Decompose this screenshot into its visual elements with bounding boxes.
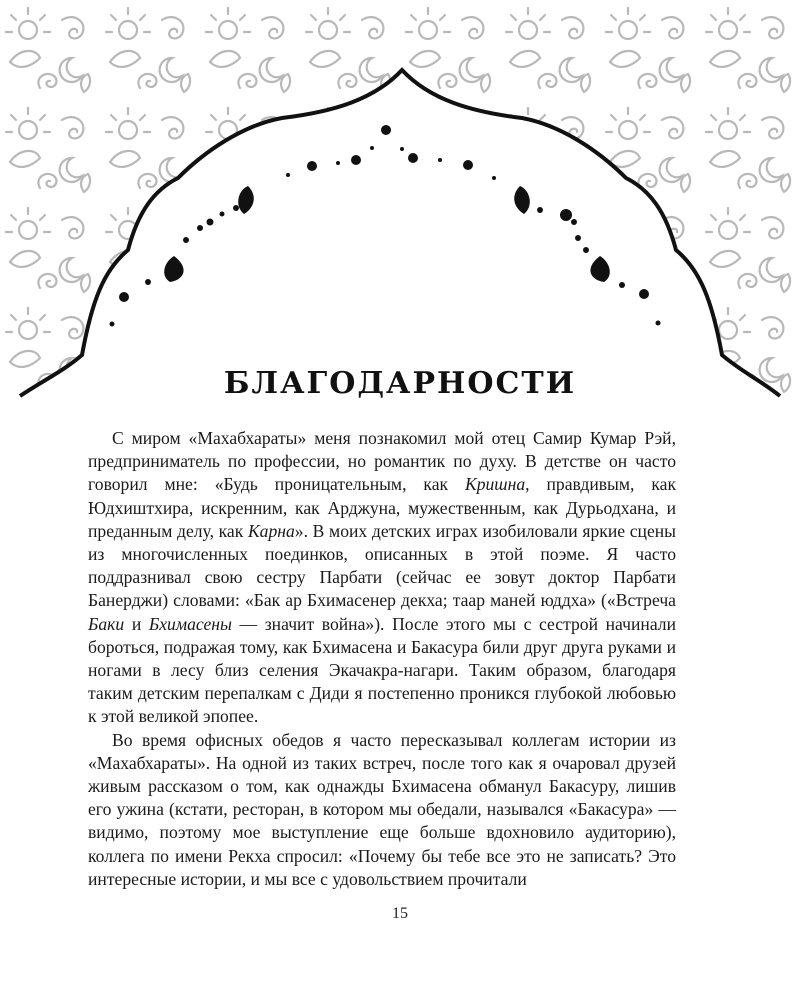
body-text <box>88 427 676 891</box>
page-heading: БЛАГОДАРНОСТИ <box>223 366 577 401</box>
decorative-arch-header <box>0 0 800 420</box>
text-run: , правдивым, как Юдхиштхира, искренним, как Арджуна, мужественным, как Дурьодхана, и преданным делу, как <box>88 474 676 541</box>
text-run: Во время офисных обедов я часто пересказывал коллегам истории из «Махабхараты». На одной из таких встреч, после того как я очаровал друзей живым рассказом о том, как однажды Бхимасена обманул Бакасуру, лишив его ужина (кстати, ресторан, в котором мы обедали, назывался «Бакасура» — видимо, поэтому мое выступление еще больше вдохновило аудиторию), коллега по имени Рекха спросил: «Почему бы тебе все это не записать? Это интересные истории, и мы все с удовольствием прочитали <box>88 729 676 889</box>
paragraph <box>88 427 676 729</box>
text-run: ». В моих детских играх изобиловали яркие сцены из многочисленных поединков, описанных в этой поэме. Я часто поддразнивал свою сестру Парбати (сейчас ее зовут доктор Парбати Банерджи) словами: «Бак ар Бхимасенер декха; таар маней юддха» («Встреча <box>88 520 676 611</box>
text-run: и <box>124 613 149 634</box>
italic-text: Баки <box>88 613 125 634</box>
italic-text: Карна <box>247 520 295 541</box>
italic-text: Кришна <box>465 474 526 495</box>
text-run: С миром «Махабхараты» меня познакомил мой отец Самир Кумар Рэй, предприниматель по профессии, но романтик по духу. В детстве он часто говорил мне: «Будь проницательным, как <box>88 428 676 495</box>
italic-text: Бхимасены <box>148 613 232 634</box>
text-run: — значит война»). После этого мы с сестрой начинали бороться, подражая тому, как Бхимасена и Бакасура били друг друга руками и ногами в лесу близ селения Экачакра-нагари. Таким образом, благодаря таким детским перепалкам с Диди я постепенно проникся глубокой любовью к этой великой эпопее. <box>88 613 676 727</box>
page-number: 15 <box>392 905 408 922</box>
paragraph <box>88 729 676 891</box>
